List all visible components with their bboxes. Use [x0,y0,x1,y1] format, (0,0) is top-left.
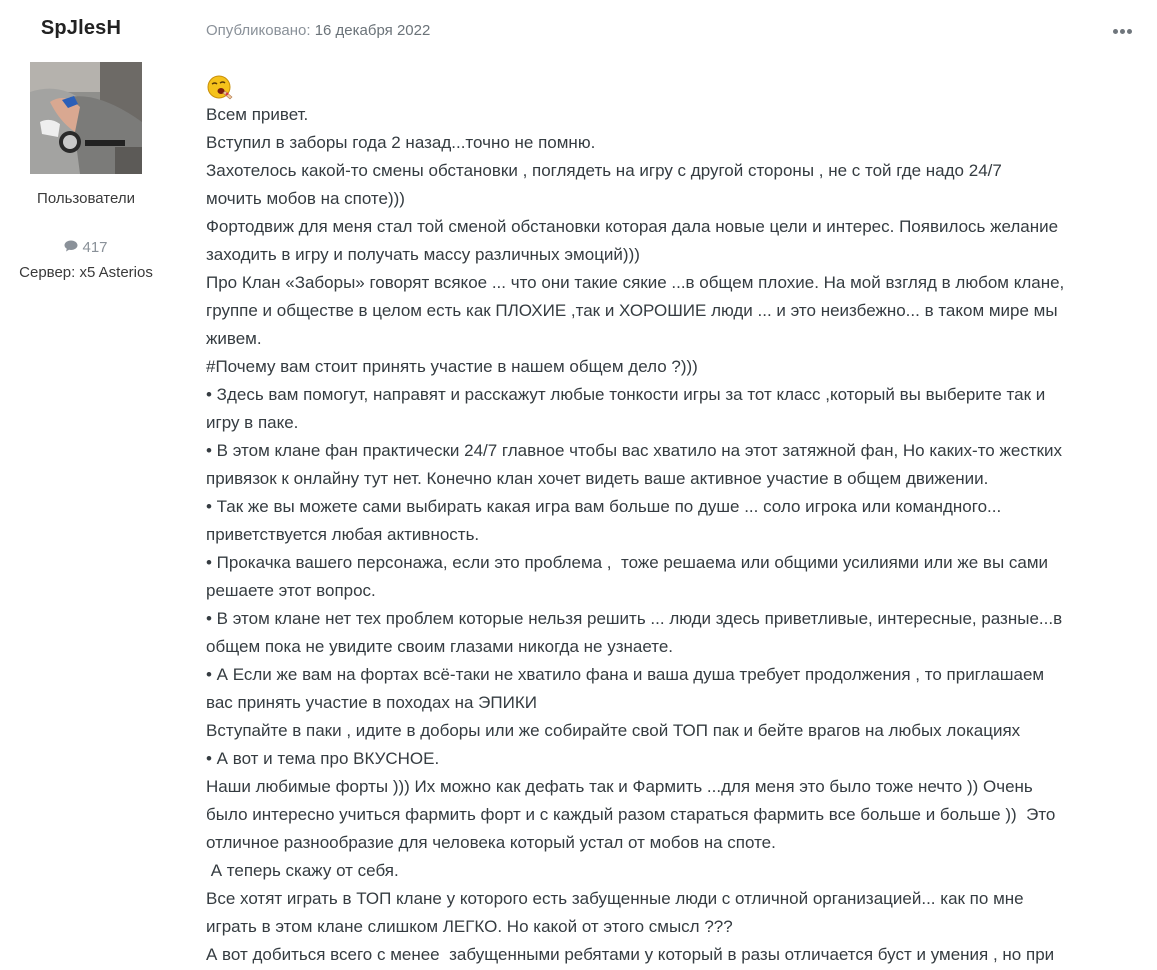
post-text-line: играть в этом клане слишком ЛЕГКО. Но какой от этого смысл ??? [206,917,733,936]
more-options-button[interactable] [1110,22,1136,40]
post-text-line: мочить мобов на споте))) [206,189,405,208]
user-group-label: Пользователи [37,190,135,207]
post-count-value: 417 [82,239,108,256]
post-text-line: • А вот и тема про ВКУСНОЕ. [206,749,440,768]
post-text-line: общем пока не увидите своим глазами никогда не узнаете. [206,637,674,656]
post-text-line: решаете этот вопрос. [206,581,376,600]
post-text-line: • А Если же вам на фортах всё-таки не хватило фана и ваша душа требует продолжения , то приглашаем [206,665,1045,684]
post-text-line: • Так же вы можете сами выбирать какая игра вам больше по душе ... соло игрока или командного... [206,497,1002,516]
post-text-line: Наши любимые форты ))) Их можно как дефать так и Фармить ...для меня это было тоже нечто )) Очень [206,777,1033,796]
post-text-line: Вступайте в паки , идите в доборы или же собирайте свой ТОП пак и бейте врагов на любых локациях [206,721,1021,740]
post-text-line: Все хотят играть в ТОП клане у которого есть забущенные люди с отличной организацией... как по мне [206,889,1024,908]
post-text-line: игру в паке. [206,413,299,432]
post-text-line: Фортодвиж для меня стал той сменой обстановки которая дала новые цели и интерес. Появилось желание [206,217,1059,236]
post-text-line: Вступил в заборы года 2 назад...точно не помню. [206,133,596,152]
avatar[interactable] [30,62,142,174]
yawning-smiley-icon [206,72,236,102]
post-text-line: А теперь скажу от себя. [206,861,399,880]
post-text-line: Захотелось какой-то смены обстановки , поглядеть на игру с другой стороны , не с той где надо 24/7 [206,161,1002,180]
post-text-line: приветствуется любая активность. [206,525,480,544]
post-text-line: • В этом клане нет тех проблем которые нельзя решить ... люди здесь приветливые, интересные, разные...в [206,609,1063,628]
post-text-line: #Почему вам стоит принять участие в нашем общем дело ?))) [206,357,698,376]
avatar-image [30,62,142,174]
published-label: Опубликовано: [206,22,311,39]
post-text-line: привязок к онлайну тут нет. Конечно клан хочет видеть ваше активное участие в общем движении. [206,469,989,488]
post-text-line: вас принять участие в походах на ЭПИКИ [206,693,537,712]
comment-bubble-icon [64,239,78,256]
post-text-line: Всем привет. [206,105,309,124]
post-text-line: А вот добиться всего с менее забущенными ребятами у который в разы отличается буст и умения , но при [206,945,1055,964]
post-text-line: живем. [206,329,262,348]
post-text-line: заходить в игру и получать массу различных эмоций))) [206,245,640,264]
post-content [206,101,1150,969]
post-text-line: • В этом клане фан практически 24/7 главное чтобы вас хватило на этот затяжной фан, Но каких-то жестких [206,441,1063,460]
post-text-line: отличное разнообразие для человека который устал от мобов на споте. [206,833,776,852]
published-date[interactable]: 16 декабря 2022 [314,22,431,39]
post-text-line: группе и обществе в целом есть как ПЛОХИЕ ,так и ХОРОШИЕ люди ... и это неизбежно... в таком мире мы [206,301,1058,320]
post-meta [206,22,430,39]
server-label: Сервер: x5 Asterios [19,264,153,281]
post-text-line: • Здесь вам помогут, направят и расскажут любые тонкости игры за тот класс ,который вы выберите так и [206,385,1046,404]
post-text-line: Про Клан «Заборы» говорят всякое ... что они такие сякие ...в общем плохие. На мой взгляд в любом клане, [206,273,1065,292]
post-text-line: • Прокачка вашего персонажа, если это проблема , тоже решаема или общими усилиями или же вы сами [206,553,1049,572]
post-text-line: было интересно учиться фармить форт и с каждый разом стараться фармить все больше и больше )) Это [206,805,1056,824]
author-name-link[interactable]: SpJlesH [40,17,122,39]
post-count[interactable] [0,239,172,257]
